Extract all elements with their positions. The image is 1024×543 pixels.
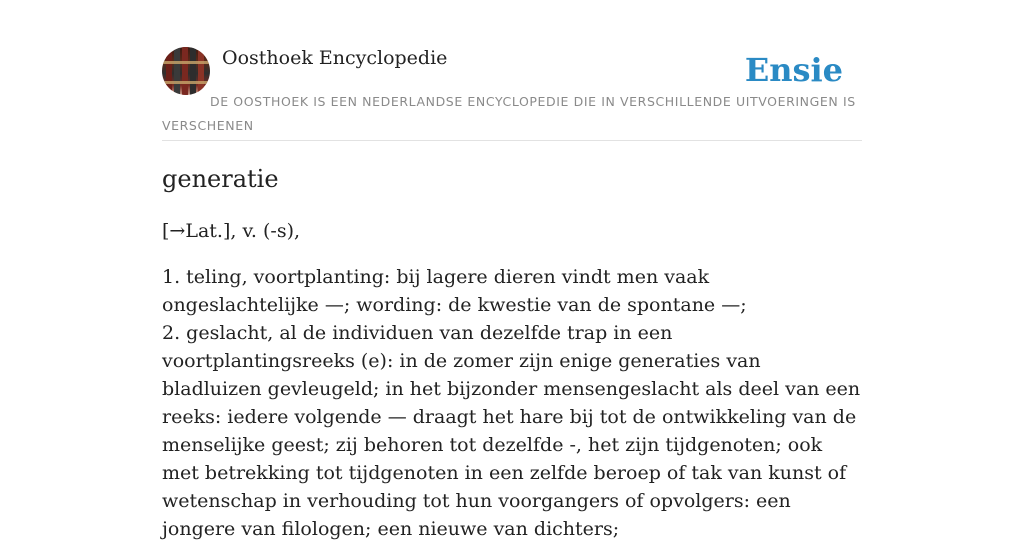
book-band — [162, 61, 210, 64]
book-band — [162, 81, 210, 84]
books-icon[interactable] — [162, 47, 210, 95]
definition-body — [162, 263, 862, 543]
book-spine — [198, 47, 204, 95]
brand-logo-link[interactable]: Ensie — [744, 51, 843, 89]
site-tagline: DE OOSTHOEK IS EEN NEDERLANDSE ENCYCLOPEDIE DIE IN VERSCHILLENDE UITVOERINGEN IS VERSCHENEN — [162, 94, 856, 133]
book-spine — [190, 47, 196, 95]
definition-item: 2. geslacht, al de individuen van dezelfde trap in een voortplantingsreeks (e): in de zomer zijn enige generaties van bladluizen gevleugeld; in het bijzonder mensengeslacht als deel van een reeks: iedere volgende — draagt het hare bij tot de ontwikkeling van de menselijke geest; zij behoren tot dezelfde -, het zijn tijdgenoten; ook met betrekking tot tijdgenoten in een zelfde beroep of tak van kunst of wetenschap in verhouding tot hun voorgangers of opvolgers: een jongere van filologen; een nieuwe van dichters; — [162, 322, 861, 540]
site-name-link[interactable]: Oosthoek Encyclopedie — [222, 47, 448, 69]
book-spine — [174, 47, 180, 95]
book-spine — [182, 47, 188, 95]
book-spine — [166, 47, 172, 95]
page-container — [162, 0, 862, 540]
entry-title: generatie — [162, 165, 279, 193]
definition-item: 1. teling, voortplanting: bij lagere dieren vindt men vaak ongeslachtelijke —; wording: de kwestie van de spontane —; — [162, 266, 747, 316]
etymology: [→Lat.], v. (-s), — [162, 220, 301, 242]
site-header — [162, 0, 862, 141]
